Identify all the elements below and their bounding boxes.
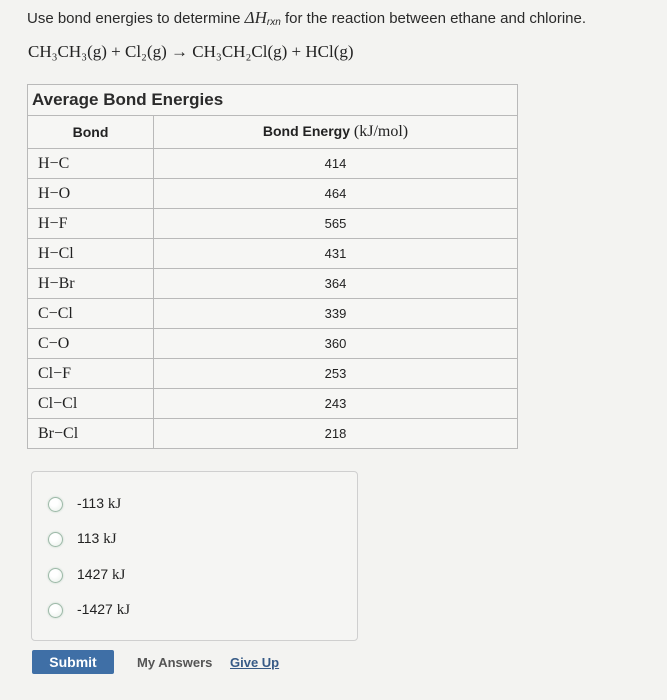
answer-unit: kJ xyxy=(103,531,117,547)
table-row xyxy=(28,149,518,179)
bond-cell: H−Br xyxy=(28,269,154,299)
table-row xyxy=(28,239,518,269)
energy-cell: 339 xyxy=(154,299,518,329)
energy-cell: 431 xyxy=(154,239,518,269)
table-row xyxy=(28,419,518,449)
energy-cell: 565 xyxy=(154,209,518,239)
table-row xyxy=(28,209,518,239)
bond-cell: H−Cl xyxy=(28,239,154,269)
column-header-energy xyxy=(154,116,518,149)
column-header-energy-unit: (kJ/mol) xyxy=(353,123,409,140)
energy-cell: 464 xyxy=(154,179,518,209)
table-row xyxy=(28,389,518,419)
table-title: Average Bond Energies xyxy=(28,85,518,116)
answer-option[interactable] xyxy=(48,563,125,587)
answer-value: 113 xyxy=(77,530,100,546)
answer-option[interactable] xyxy=(48,492,121,516)
answer-value: -113 xyxy=(77,495,104,511)
question-prefix: Use bond energies to determine xyxy=(27,10,245,27)
reaction-equation: CH₃CH₃(g) + Cl₂(g) → CH₃CH₂Cl(g) + HCl(g) xyxy=(28,42,354,61)
table-row xyxy=(28,329,518,359)
answer-option[interactable] xyxy=(48,598,130,622)
column-header-bond: Bond xyxy=(28,116,154,149)
my-answers-link[interactable]: My Answers xyxy=(137,655,213,670)
answer-option-label xyxy=(77,601,130,619)
bond-cell: H−F xyxy=(28,209,154,239)
table-row xyxy=(28,299,518,329)
delta-h-symbol: ΔH xyxy=(244,8,267,27)
give-up-link[interactable]: Give Up xyxy=(230,655,280,670)
answer-option[interactable] xyxy=(48,527,117,551)
column-header-energy-label: Bond Energy xyxy=(262,123,354,139)
table-row xyxy=(28,359,518,389)
radio-button[interactable] xyxy=(48,568,63,583)
table-row xyxy=(28,269,518,299)
energy-cell: 218 xyxy=(154,419,518,449)
radio-button[interactable] xyxy=(48,497,63,512)
question-suffix: for the reaction between ethane and chlorine. xyxy=(280,10,587,27)
question-text xyxy=(27,8,586,28)
answer-option-label xyxy=(77,566,125,584)
radio-button[interactable] xyxy=(48,532,63,547)
answer-choices xyxy=(31,471,358,641)
answer-option-label xyxy=(77,495,121,513)
radio-button[interactable] xyxy=(48,603,63,618)
energy-cell: 364 xyxy=(154,269,518,299)
energy-cell: 360 xyxy=(154,329,518,359)
answer-unit: kJ xyxy=(107,496,122,512)
bond-cell: Cl−F xyxy=(28,359,154,389)
answer-option-label xyxy=(77,530,117,548)
bond-cell: H−O xyxy=(28,179,154,209)
submit-button[interactable]: Submit xyxy=(32,650,114,674)
bond-cell: C−O xyxy=(28,329,154,359)
bond-cell: Br−Cl xyxy=(28,419,154,449)
energy-cell: 414 xyxy=(154,149,518,179)
answer-value: -1427 xyxy=(77,601,113,617)
answer-value: 1427 xyxy=(77,566,109,582)
bond-cell: C−Cl xyxy=(28,299,154,329)
bond-cell: Cl−Cl xyxy=(28,389,154,419)
delta-h-subscript: rxn xyxy=(266,17,281,28)
answer-unit: kJ xyxy=(112,567,126,583)
table-body xyxy=(28,149,518,449)
energy-cell: 243 xyxy=(154,389,518,419)
energy-cell: 253 xyxy=(154,359,518,389)
table-row xyxy=(28,179,518,209)
bond-energy-table xyxy=(27,84,518,449)
bond-cell: H−C xyxy=(28,149,154,179)
answer-unit: kJ xyxy=(116,602,131,618)
